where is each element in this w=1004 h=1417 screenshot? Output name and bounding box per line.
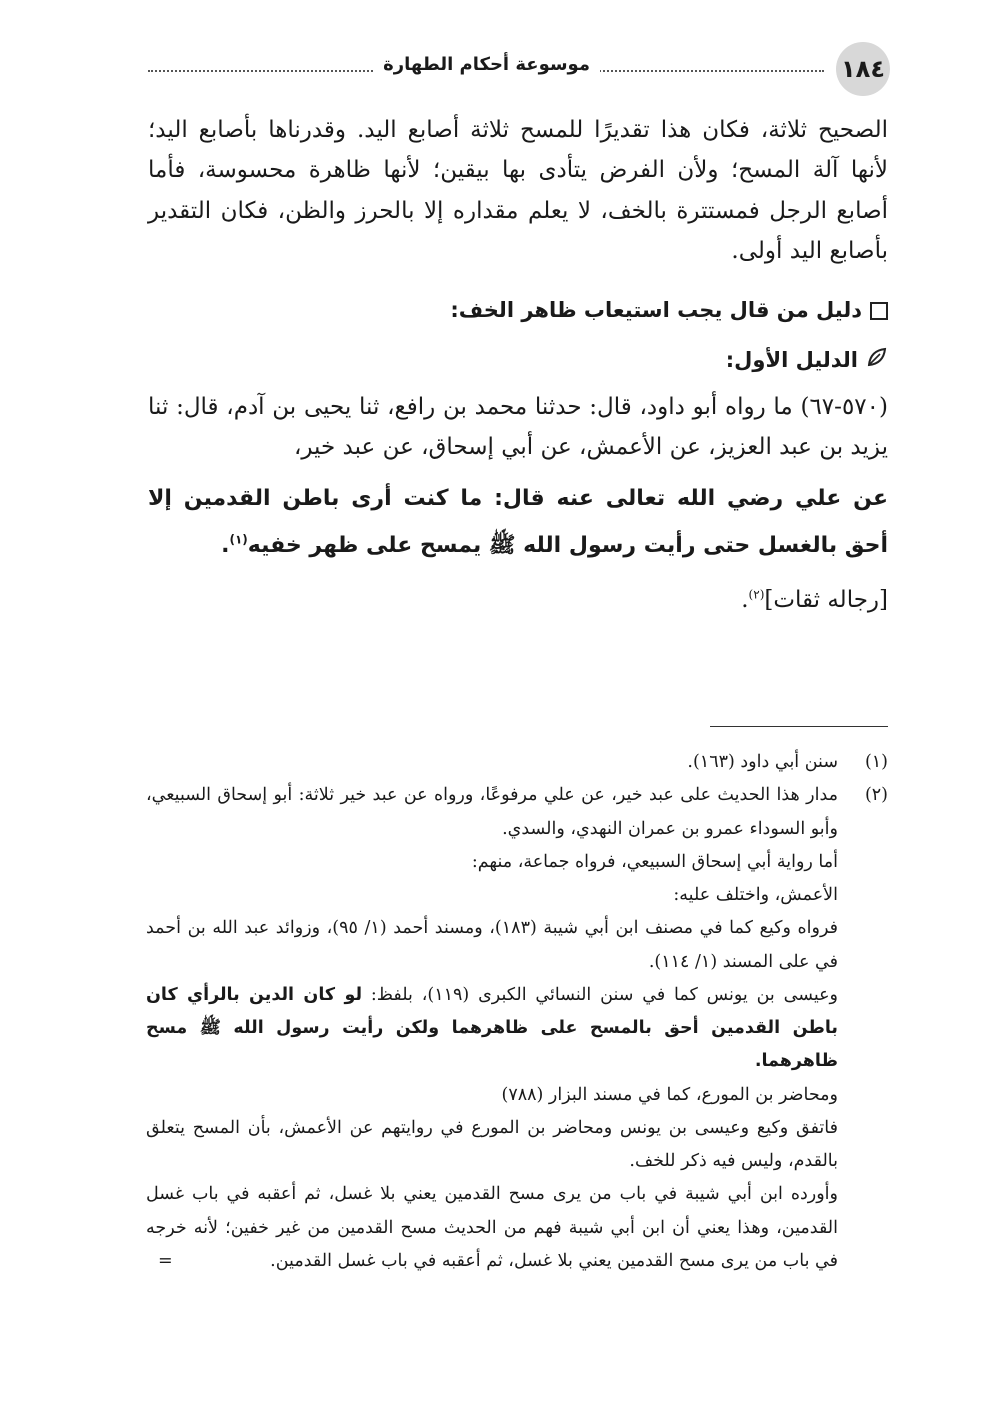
footnote-line: مدار هذا الحديث على عبد خير، عن علي مرفوعًا، ورواه عن عبد خير ثلاثة: أبو إسحاق السبيعي، وأبو السوداء عمرو بن عمران النهدي، والسدي.: [146, 785, 838, 839]
footnote-line-text: وعيسى بن يونس كما في سنن النسائي الكبرى (١١٩)، بلفظ:: [370, 984, 838, 1005]
punctuation: .: [741, 586, 749, 613]
leaf-ornament-icon: [866, 336, 888, 386]
checkbox-square-icon: [870, 302, 888, 320]
heading-text: الدليل الأول:: [725, 348, 858, 373]
page-number-badge: ١٨٤: [836, 42, 890, 96]
footnote-ref[interactable]: (١): [229, 533, 248, 548]
footnotes: [146, 746, 888, 1278]
evidence-heading: [148, 335, 888, 386]
footnote-number: (٢): [864, 785, 888, 806]
heading-text: دليل من قال يجب استيعاب ظاهر الخف:: [450, 298, 862, 322]
main-text: [148, 110, 888, 620]
hadith-body: عن علي رضي الله تعالى عنه قال: ما كنت أرى باطن القدمين إلا أحق بالغسل حتى رأيت رسول الله ﷺ يمسح على ظهر خفيه: [148, 486, 888, 559]
quoted-text: لو كان الدين بالرأي كان باطن القدمين أحق بالمسح على ظاهرهما ولكن رأيت رسول الله ﷺ مسح ظاهرهما.: [146, 984, 838, 1072]
footnote-text: [146, 746, 838, 779]
paragraph: الصحيح ثلاثة، فكان هذا تقديرًا للمسح ثلاثة أصابع اليد. وقدرناها بأصابع اليد؛ لأنها آلة المسح؛ ولأن الفرض يتأدى بها بيقين؛ لأنها ظاهرة محسوسة، فأما أصابع الرجل فمستترة بالخف، لا يعلم مقداره إلا بالحرز والظن، فكان التقدير بأصابع اليد أولى.: [148, 117, 888, 264]
footnote-line: فاتفق وكيع وعيسى بن يونس ومحاضر بن المورع في روايتهم عن الأعمش، بأن المسح يتعلق بالقدم، وليس فيه ذكر للخف.: [146, 1117, 838, 1171]
footnote-line: ومحاضر بن المورع، كما في مسند البزار (٧٨٨): [501, 1084, 838, 1105]
footnote-ref[interactable]: (٢): [748, 587, 765, 602]
footnote-text: [146, 779, 838, 1278]
footnote-line-text: وأورده ابن أبي شيبة في باب من يرى مسح القدمين يعني بلا غسل، ثم أعقبه في باب غسل القدمين، وهذا يعني أن ابن أبي شيبة فهم من الحديث مسح القدمين من غير خفين؛ لأنه خرجه في باب من يرى مسح القدمين يعني بلا غسل، ثم أعقبه في باب غسل القدمين.: [146, 1184, 838, 1271]
footnote-item: [146, 746, 888, 779]
footnote-separator: [710, 726, 888, 727]
isnad-chain: (٥٧٠-٦٧) ما رواه أبو داود، قال: حدثنا محمد بن رافع، ثنا يحيى بن آدم، قال: ثنا يزيد بن عبد العزيز، عن الأعمش، عن أبي إسحاق، عن عبد خير،: [148, 393, 888, 460]
section-heading: [148, 285, 888, 335]
footnote-line: أما رواية أبي إسحاق السبيعي، فرواه جماعة، منهم:: [471, 851, 838, 872]
book-title: موسوعة أحكام الطهارة: [373, 54, 600, 75]
grading-text: [رجاله ثقات]: [764, 586, 888, 613]
footnote-item: [146, 779, 888, 1278]
footnote-line: الأعمش، واختلف عليه:: [673, 885, 838, 905]
footnote-line: سنن أبي داود (١٦٣).: [687, 752, 838, 772]
grading-line: [148, 580, 888, 620]
footnote-line: [146, 979, 838, 1079]
footnote-line: فرواه وكيع كما في مصنف ابن أبي شيبة (١٨٣)، ومسند أحمد (١/ ٩٥)، وزوائد عبد الله بن أحمد في على المسند (١/ ١١٤).: [146, 918, 838, 972]
punctuation: .: [221, 533, 230, 559]
running-header: [148, 42, 890, 96]
continuation-mark: =: [158, 1250, 173, 1271]
hadith-text: [148, 475, 888, 570]
footnote-number: (١): [864, 752, 888, 772]
footnote-line: [146, 1178, 838, 1278]
